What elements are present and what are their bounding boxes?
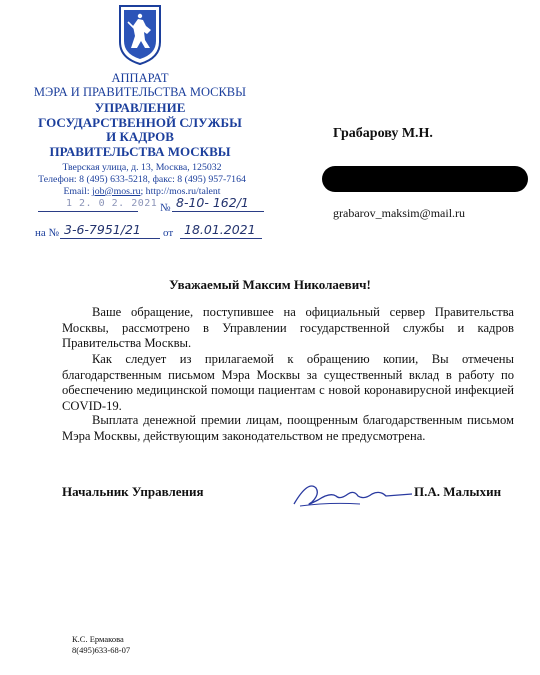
address: Тверская улица, д. 13, Москва, 125032: [62, 162, 222, 173]
handwritten-signature: [290, 474, 415, 514]
org-name-line1: АППАРАТ: [111, 71, 169, 85]
reference-date: 18.01.2021: [184, 222, 256, 237]
reference-from: от: [163, 227, 174, 239]
paragraph-2: Как следует из прилагаемой к обращению копии, Вы отмечены благодарственным письмом Мэра Москвы за существенный вклад в работу по обеспечению медицинской помощи пациентам с новой коронавирусной инфекцией COVID-19.: [62, 352, 514, 413]
reference-prefix: на №: [35, 227, 60, 239]
phone-fax: Телефон: 8 (495) 633-5218, факс: 8 (495) 957-7164: [38, 173, 246, 185]
signatory-name: П.А. Малыхин: [414, 484, 502, 499]
outgoing-number: 8-10- 162/1: [176, 195, 249, 210]
executor-name: К.С. Ермакова: [72, 634, 124, 644]
reference-number: 3-6-7951/21: [64, 222, 141, 237]
recipient-name: Грабарову М.Н.: [333, 126, 433, 141]
dept-name-line4: ПРАВИТЕЛЬСТВА МОСКВЫ: [49, 143, 231, 159]
email-link[interactable]: job@mos.ru: [92, 185, 141, 197]
dept-name-line2: ГОСУДАРСТВЕННОЙ СЛУЖБЫ: [38, 114, 242, 130]
signatory-position: Начальник Управления: [62, 484, 204, 499]
website-link[interactable]: ; http://mos.ru/talent: [140, 185, 221, 197]
org-name-line2: МЭРА И ПРАВИТЕЛЬСТВА МОСКВЫ: [33, 85, 247, 99]
executor-phone: 8(495)633-68-07: [72, 644, 131, 655]
paragraph-3: Выплата денежной премии лицам, поощренным благодарственным письмом Мэра Москвы, действующим законодательством не предусмотрена.: [62, 413, 514, 443]
dept-name-line1: УПРАВЛЕНИЕ: [94, 100, 186, 115]
registration-date-stamp: 1 2. 0 2. 2021: [66, 198, 158, 209]
number-prefix: №: [160, 202, 171, 214]
paragraph-1: Ваше обращение, поступившее на официальный сервер Правительства Москвы, рассмотрено в Управлении государственной службы и кадров Правительства Москвы.: [62, 305, 514, 350]
email-label: Email:: [63, 185, 90, 197]
recipient-email: grabarov_maksim@mail.ru: [333, 206, 466, 220]
moscow-coat-of-arms-icon: [116, 4, 164, 66]
salutation: Уважаемый Максим Николаевич!: [169, 277, 371, 292]
redacted-address: [322, 166, 528, 192]
dept-name-line3: И КАДРОВ: [106, 129, 174, 144]
